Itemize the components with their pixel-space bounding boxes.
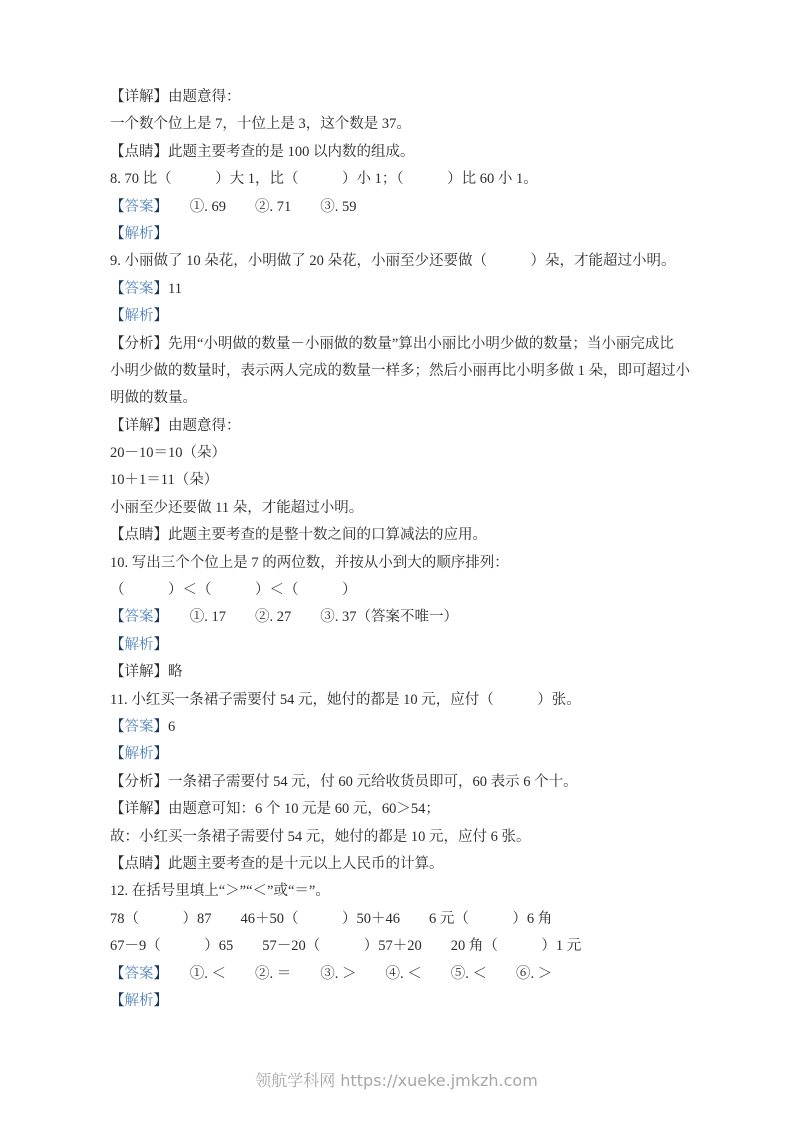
- document-line: [110, 276, 690, 303]
- label-close-bracket: 】: [153, 225, 168, 242]
- label-close-bracket: 】: [153, 198, 161, 215]
- document-line: [110, 413, 690, 440]
- label-open-bracket: 【: [110, 280, 125, 297]
- line-text: 一个数个位上是 7，十位上是 3，这个数是 37。: [110, 116, 411, 133]
- label-open-bracket: 【: [110, 225, 125, 242]
- line-text: 10. 写出三个个位上是 7 的两位数，并按从小到大的顺序排列：: [110, 554, 509, 571]
- line-text: 11. 小红买一条裙子需要付 54 元，她付的都是 10 元，应付（ ）张。: [110, 691, 581, 708]
- answer-label: 答案: [124, 198, 154, 215]
- label-close-bracket: 】: [153, 308, 168, 325]
- document-line: [110, 495, 690, 522]
- document-line: [110, 522, 690, 549]
- document-line: [110, 988, 690, 1015]
- document-line: [110, 194, 690, 221]
- document-line: [110, 358, 690, 385]
- line-text: 【详解】略: [110, 664, 183, 681]
- label-close-bracket: 】: [153, 280, 168, 297]
- document-line: [110, 714, 690, 741]
- label-open-bracket: 【: [110, 992, 125, 1009]
- document-line: [110, 878, 690, 905]
- line-text: 【分析】一条裙子需要付 54 元，付 60 元给收货员即可，60 表示 6 个十。: [110, 773, 578, 790]
- document-line: [110, 385, 690, 412]
- line-text: 8. 70 比（ ）大 1，比（ ）小 1；（ ）比 60 小 1。: [110, 171, 538, 188]
- line-text: 【详解】由题意得：: [110, 417, 241, 434]
- line-text: 【点睛】此题主要考查的是十元以上人民币的计算。: [110, 855, 444, 872]
- label-open-bracket: 【: [110, 609, 125, 626]
- document-line: [110, 440, 690, 467]
- line-text: 小明少做的数量时，表示两人完成的数量一样多；然后小丽再比小明多做 1 朵，即可超过小: [110, 362, 690, 379]
- answer-label: 答案: [124, 965, 154, 982]
- document-line: [110, 851, 690, 878]
- line-text: 20－10＝10（朵）: [110, 445, 226, 462]
- document-line: [110, 166, 690, 193]
- analysis-label: 解析: [124, 746, 154, 763]
- document-line: [110, 604, 690, 631]
- document-line: [110, 687, 690, 714]
- document-line: [110, 769, 690, 796]
- document-body: [110, 84, 690, 1015]
- answer-label: 答案: [124, 280, 154, 297]
- line-text: 故：小红买一条裙子需要付 54 元，她付的都是 10 元，应付 6 张。: [110, 828, 531, 845]
- label-open-bracket: 【: [110, 636, 125, 653]
- document-line: [110, 824, 690, 851]
- line-text: ①. ＜ ②. ＝ ③. ＞ ④. ＜ ⑤. ＜ ⑥. ＞: [160, 965, 553, 982]
- label-open-bracket: 【: [110, 308, 125, 325]
- analysis-label: 解析: [124, 992, 154, 1009]
- line-text: 78（ ）87 46＋50（ ）50＋46 6 元（ ）6 角: [110, 910, 553, 927]
- document-line: [110, 331, 690, 358]
- analysis-label: 解析: [124, 225, 154, 242]
- label-close-bracket: 】: [153, 746, 168, 763]
- watermark-text: 领航学科网 https://xueke.jmkzh.com: [255, 1071, 538, 1090]
- document-line: [110, 303, 690, 330]
- line-text: 明做的数量。: [110, 390, 197, 407]
- line-text: 【详解】由题意得：: [110, 89, 241, 105]
- document-line: [110, 467, 690, 494]
- document-line: [110, 933, 690, 960]
- document-line: [110, 796, 690, 823]
- line-text: 【点睛】此题主要考查的是整十数之间的口算减法的应用。: [110, 527, 487, 544]
- line-text: ①. 69 ②. 71 ③. 59: [160, 198, 357, 215]
- document-line: [110, 84, 690, 111]
- line-text: 11: [168, 280, 182, 297]
- document-line: [110, 248, 690, 275]
- label-close-bracket: 】: [153, 718, 168, 735]
- analysis-label: 解析: [124, 308, 154, 325]
- label-close-bracket: 】: [153, 636, 168, 653]
- answer-label: 答案: [124, 609, 154, 626]
- label-open-bracket: 【: [110, 965, 125, 982]
- label-close-bracket: 】: [153, 609, 161, 626]
- document-line: [110, 659, 690, 686]
- line-text: 9. 小丽做了 10 朵花，小明做了 20 朵花，小丽至少还要做（ ）朵，才能超过小明。: [110, 253, 676, 270]
- document-line: [110, 550, 690, 577]
- document-line: [110, 741, 690, 768]
- watermark-footer: [0, 1068, 793, 1091]
- document-line: [110, 139, 690, 166]
- label-close-bracket: 】: [153, 992, 168, 1009]
- label-close-bracket: 】: [153, 965, 161, 982]
- line-text: 【点睛】此题主要考查的是 100 以内数的组成。: [110, 143, 415, 160]
- line-text: 【详解】由题意可知：6 个 10 元是 60 元，60＞54；: [110, 801, 440, 818]
- line-text: 6: [168, 718, 176, 735]
- line-text: 【分析】先用“小明做的数量－小丽做的数量”算出小丽比小明少做的数量；当小丽完成比: [110, 335, 674, 352]
- line-text: （ ）＜（ ）＜（ ）: [110, 582, 357, 599]
- label-open-bracket: 【: [110, 746, 125, 763]
- line-text: 67－9（ ）65 57－20（ ）57＋20 20 角（ ）1 元: [110, 938, 582, 955]
- document-line: [110, 111, 690, 138]
- document-line: [110, 221, 690, 248]
- line-text: ①. 17 ②. 27 ③. 37（答案不唯一）: [160, 609, 458, 626]
- document-line: [110, 577, 690, 604]
- analysis-label: 解析: [124, 636, 154, 653]
- document-line: [110, 632, 690, 659]
- line-text: 12. 在括号里填上“＞”“＜”或“＝”。: [110, 883, 330, 900]
- document-line: [110, 906, 690, 933]
- label-open-bracket: 【: [110, 198, 125, 215]
- answer-label: 答案: [124, 718, 154, 735]
- document-line: [110, 961, 690, 988]
- line-text: 10＋1＝11（朵）: [110, 472, 219, 489]
- line-text: 小丽至少还要做 11 朵，才能超过小明。: [110, 499, 364, 516]
- label-open-bracket: 【: [110, 718, 125, 735]
